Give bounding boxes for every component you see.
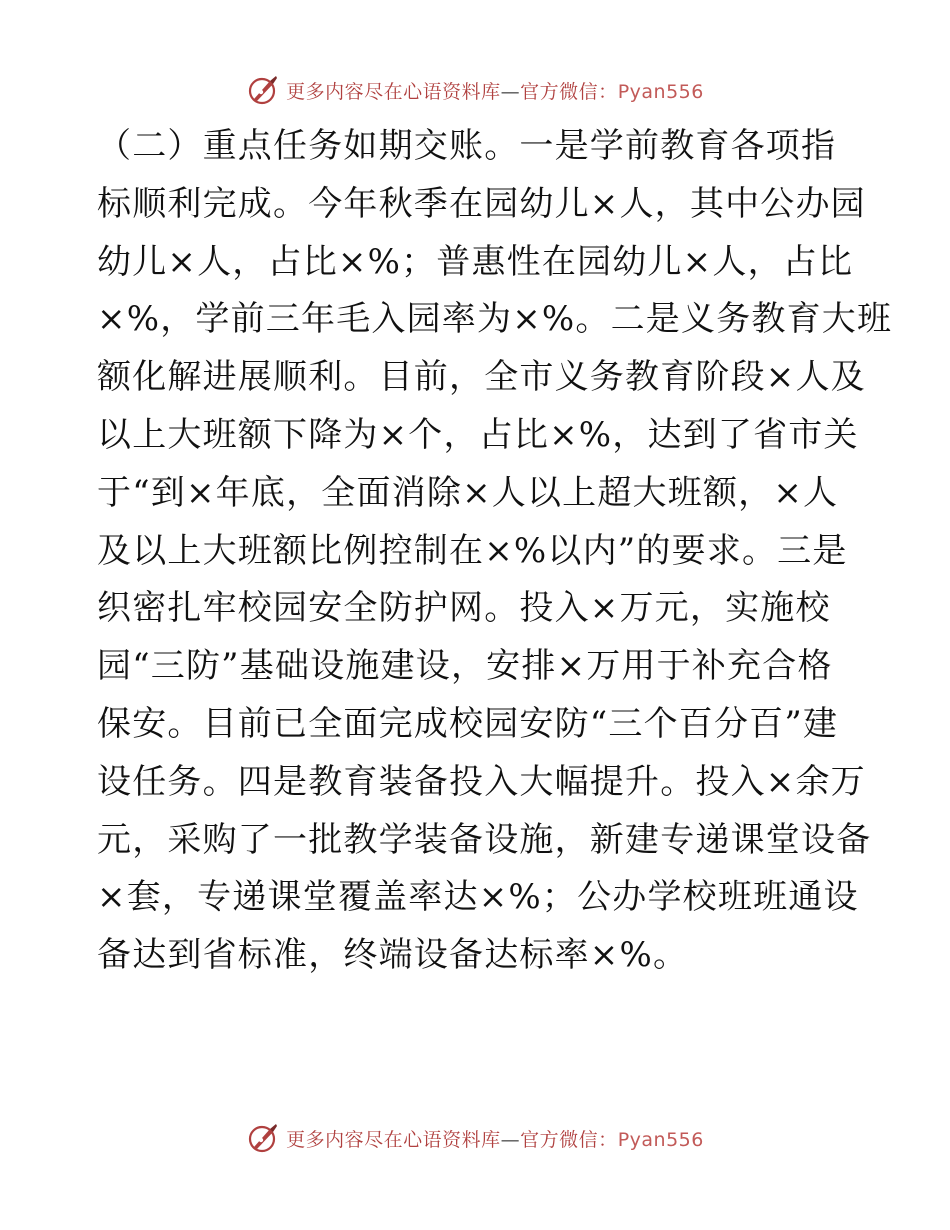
watermark-text: [286, 1125, 704, 1152]
text-line: 及以上大班额比例控制在×%以内”的要求。三是: [97, 530, 848, 571]
text-line: 设任务。四是教育装备投入大幅提升。投入×余万: [97, 761, 866, 802]
watermark-wechat-id: Pyan556: [617, 1128, 704, 1151]
text-line: ×%，学前三年毛入园率为×%。二是义务教育大班: [97, 299, 893, 340]
text-line: 园“三防”基础设施建设，安排×万用于补充合格: [97, 646, 833, 687]
watermark-wechat-id: Pyan556: [617, 80, 704, 103]
watermark-label: 官方微信：: [520, 1128, 618, 1151]
text-line: 备达到省标准，终端设备达标率×%。: [97, 935, 689, 976]
text-line: 标顺利完成。今年秋季在园幼儿×人，其中公办园: [97, 183, 866, 224]
text-line: 以上大班额下降为×个，占比×%，达到了省市关: [97, 414, 859, 455]
quill-pen-logo-icon: [246, 73, 280, 107]
text-line: 于“到×年底，全面消除×人以上超大班额，×人: [97, 472, 839, 513]
text-line: 幼儿×人，占比×%；普惠性在园幼儿×人，占比: [97, 241, 854, 282]
watermark-separator: —: [500, 1128, 521, 1151]
text-line: （二）重点任务如期交账。一是学前教育各项指: [97, 126, 837, 166]
quill-pen-logo-icon: [246, 1121, 280, 1155]
footer-watermark: [0, 1118, 950, 1158]
watermark-site-name: 更多内容尽在心语资料库: [286, 80, 501, 103]
header-watermark: [0, 70, 950, 110]
text-line: 保安。目前已全面完成校园安防“三个百分百”建: [97, 703, 839, 744]
text-line: ×套，专递课堂覆盖率达×%；公办学校班班通设: [97, 877, 859, 918]
text-line: 额化解进展顺利。目前，全市义务教育阶段×人及: [97, 357, 866, 398]
watermark-label: 官方微信：: [520, 80, 618, 103]
watermark-text: [286, 77, 704, 104]
watermark-site-name: 更多内容尽在心语资料库: [286, 1128, 501, 1151]
document-body: [97, 118, 893, 985]
text-line: 织密扎牢校园安全防护网。投入×万元，实施校: [97, 588, 831, 629]
text-line: 元，采购了一批教学装备设施，新建专递课堂设备: [97, 819, 872, 860]
watermark-separator: —: [500, 80, 521, 103]
